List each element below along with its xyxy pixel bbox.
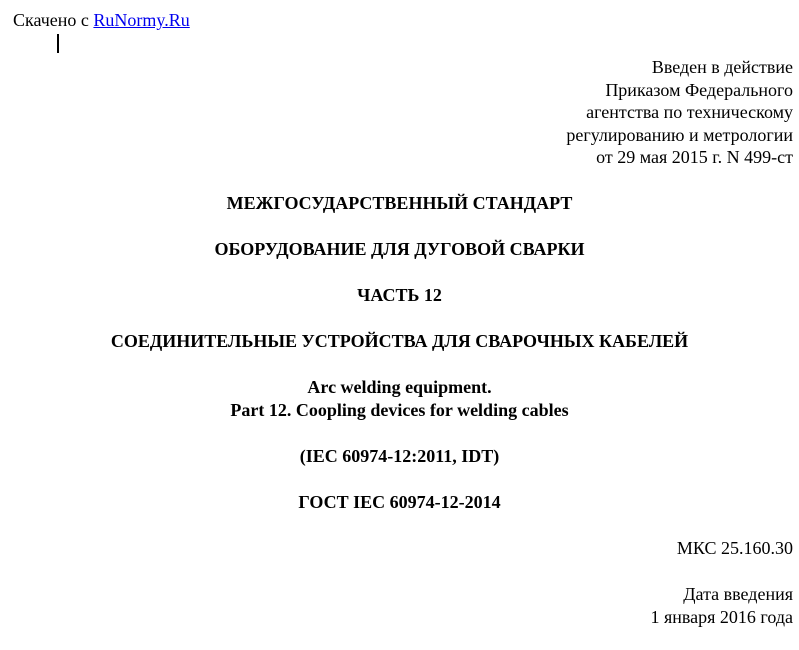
source-prefix: Скачено с — [13, 10, 94, 30]
part-heading: ЧАСТЬ 12 — [357, 285, 442, 305]
standard-type-heading: МЕЖГОСУДАРСТВЕННЫЙ СТАНДАРТ — [226, 193, 573, 213]
approval-line: Введен в действие — [651, 57, 793, 77]
document-title: ОБОРУДОВАНИЕ ДЛЯ ДУГОВОЙ СВАРКИ — [214, 239, 585, 259]
runormy-link[interactable]: RuNormy.Ru — [93, 10, 190, 30]
approval-line: регулированию и метрологии — [566, 124, 793, 145]
approval-line: Приказом Федерального — [605, 79, 793, 100]
english-title-line-2: Part 12. Coopling devices for welding cables — [230, 400, 569, 420]
source-line — [13, 9, 190, 31]
iec-reference: (IEC 60974-12:2011, IDT) — [299, 446, 500, 466]
gost-number: ГОСТ IEC 60974-12-2014 — [298, 492, 501, 512]
approval-block — [566, 56, 793, 169]
approval-line: агентства по техническому — [586, 102, 793, 122]
mks-code: МКС 25.160.30 — [676, 538, 793, 558]
document-subtitle: СОЕДИНИТЕЛЬНЫЕ УСТРОЙСТВА ДЛЯ СВАРОЧНЫХ КАБЕЛЕЙ — [110, 331, 689, 351]
text-cursor — [57, 34, 59, 53]
effective-date-label: Дата введения — [683, 584, 793, 604]
effective-date: 1 января 2016 года — [650, 607, 793, 627]
approval-line: от 29 мая 2015 г. N 499-ст — [596, 147, 793, 167]
english-title-line-1: Arc welding equipment. — [307, 377, 492, 397]
